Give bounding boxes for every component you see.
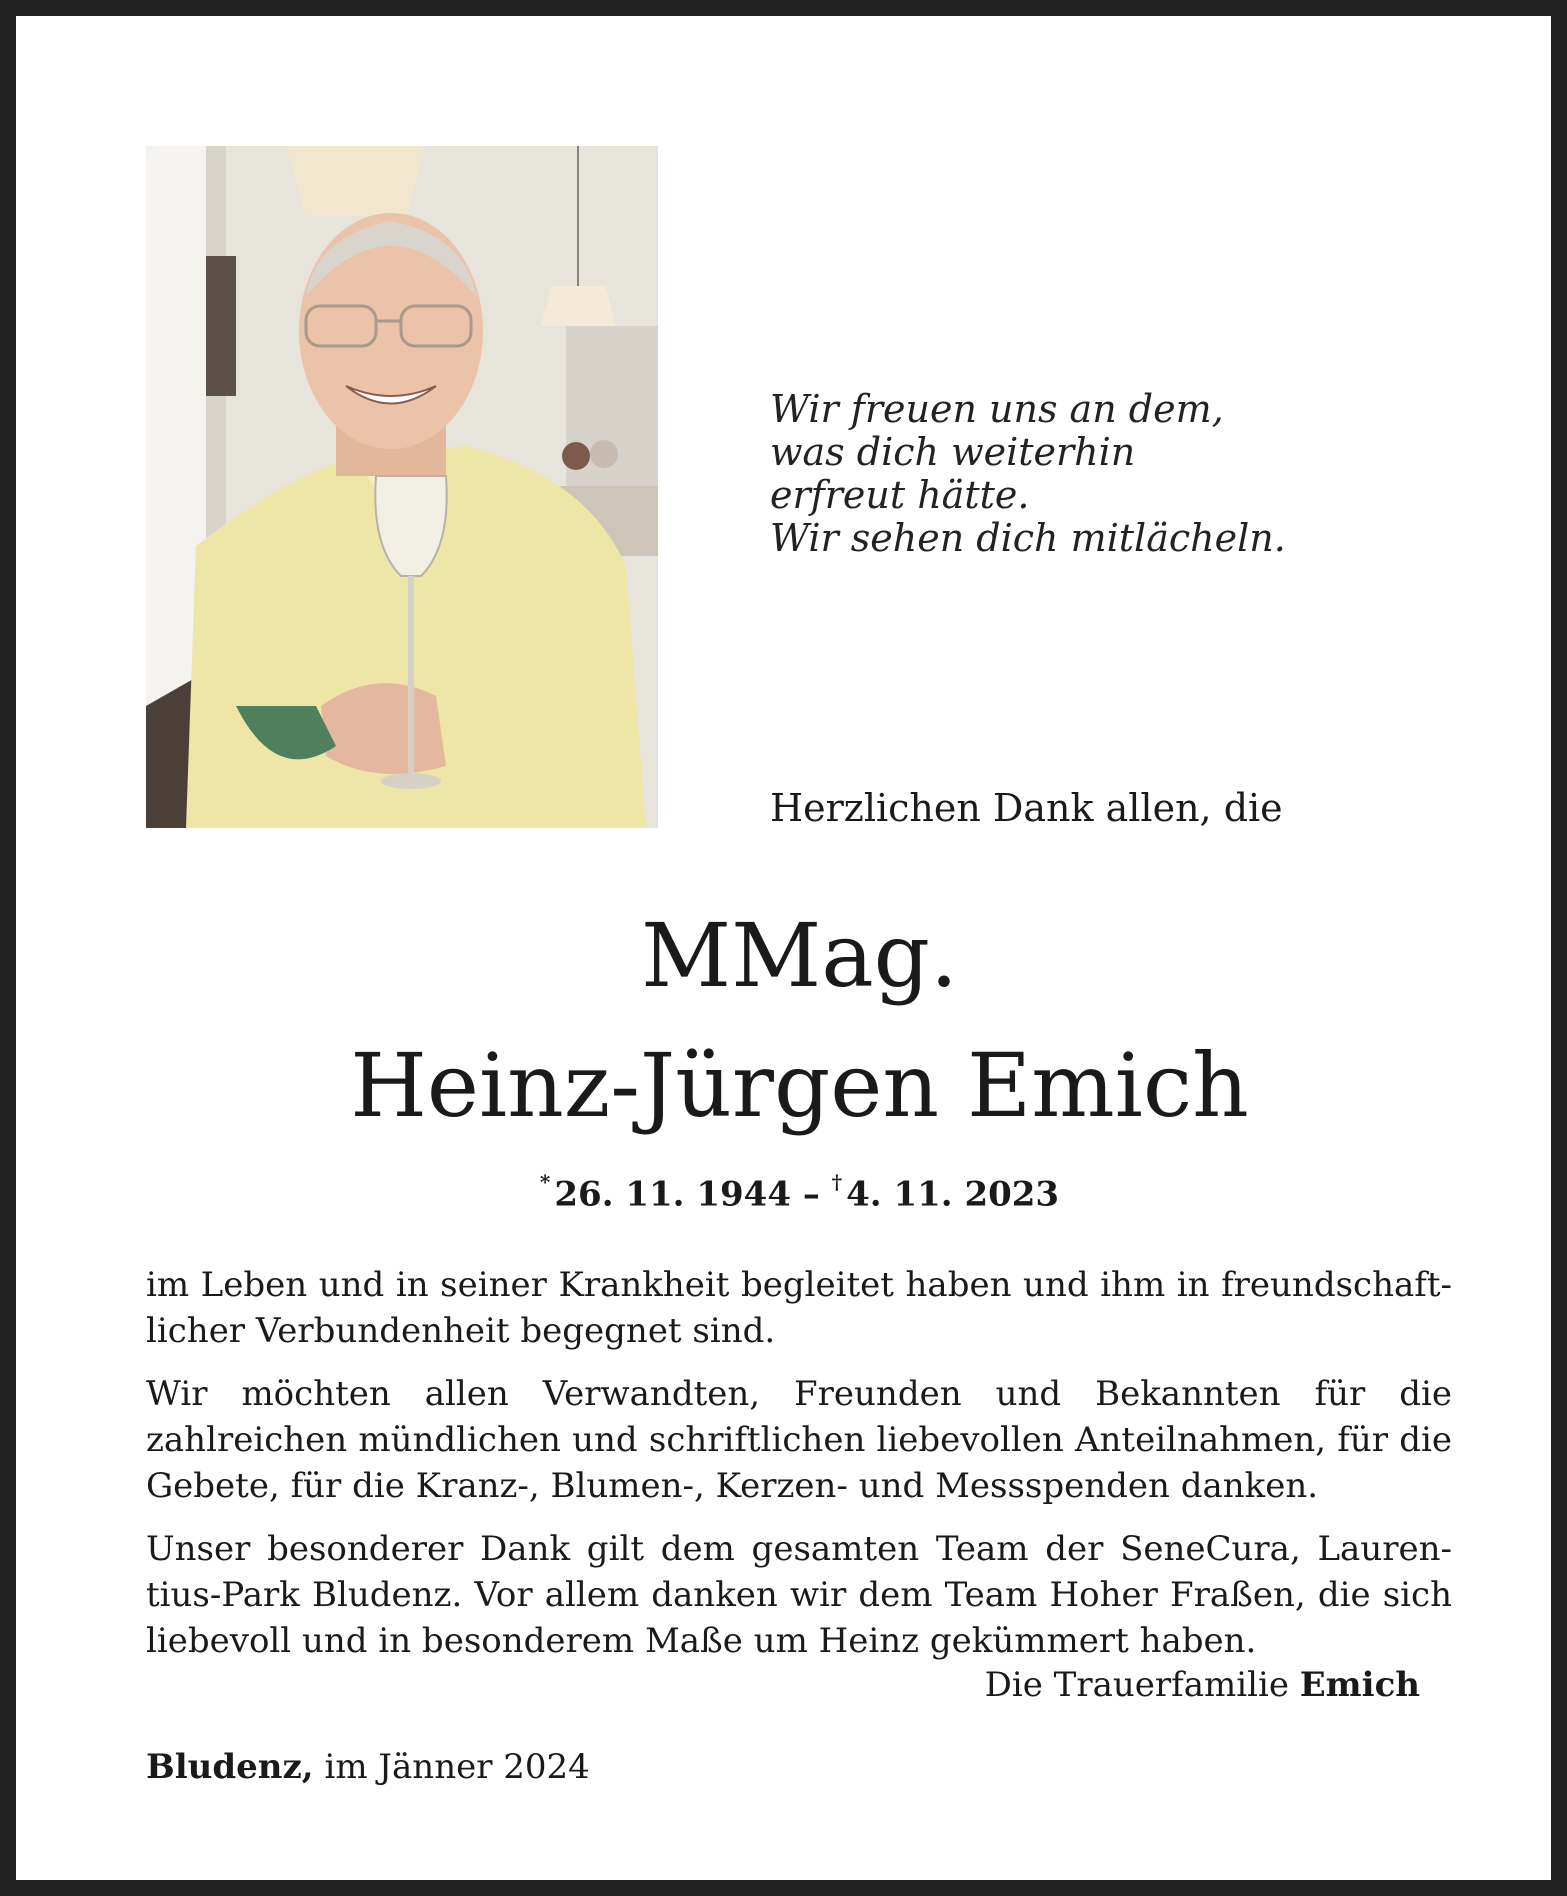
paragraph: Unser besonderer Dank gilt dem gesamten Team der SeneCura, Lauren-tius-Park Bludenz. Vor allem danken wir dem Team Hoher Fraßen, die sich liebevoll und in besonderem Maße um Heinz gekümmert haben. (146, 1529, 1452, 1661)
birth-date: 26. 11. 1944 (554, 1174, 791, 1215)
date-separator: – (802, 1174, 820, 1215)
thanks-intro: Herzlichen Dank allen, die (770, 786, 1283, 830)
birth-symbol: * (539, 1170, 551, 1194)
signature-prefix: Die Trauerfamilie (984, 1665, 1289, 1705)
paragraph: im Leben und in seiner Krankheit begleitet haben und ihm in freundschaft-licher Verbundenheit begegnet sind. (146, 1265, 1452, 1351)
quote-line: Wir freuen uns an dem, (770, 387, 1224, 431)
family-name: Emich (1299, 1665, 1420, 1705)
place-and-date (146, 1744, 590, 1790)
signature (985, 1662, 1420, 1708)
death-symbol: † (831, 1170, 843, 1194)
quote-line: Wir sehen dich mitlächeln. (770, 516, 1286, 560)
life-dates (16, 1164, 1567, 1216)
quote-line: was dich weiterhin (770, 430, 1136, 474)
death-date: 4. 11. 2023 (846, 1174, 1060, 1215)
academic-title: MMag. (641, 904, 958, 1007)
paragraph: Wir möchten allen Verwandten, Freunden und Bekannten für die zahlreichen mündlichen und schriftlichen liebevollen Anteilnahmen, für die Gebete, für die Kranz-, Blumen-, Kerzen- und Messspenden danken. (146, 1374, 1452, 1506)
memorial-quote (770, 388, 1330, 560)
portrait-photo (146, 146, 658, 828)
portrait-illustration (146, 146, 658, 828)
city: Bludenz, (146, 1747, 314, 1787)
quote-line: erfreut hätte. (770, 473, 1030, 517)
deceased-name: Heinz-Jürgen Emich (350, 1034, 1249, 1137)
date: im Jänner 2024 (324, 1747, 590, 1787)
thanks-text (146, 1262, 1452, 1681)
